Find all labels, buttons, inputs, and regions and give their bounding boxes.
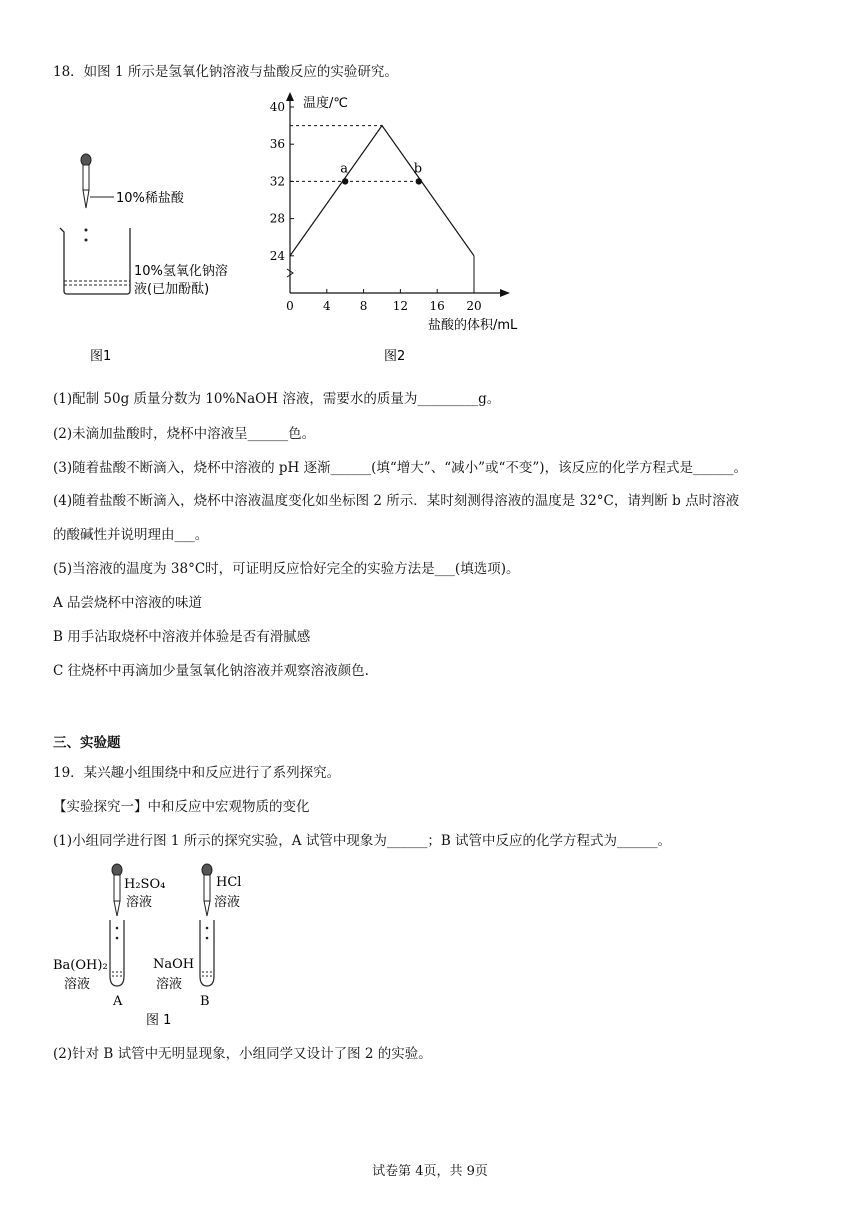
q18-title: 18．如图 1 所示是氢氧化钠溶液与盐酸反应的实验研究。 (53, 64, 398, 80)
tube-a-reagent-1: H₂SO₄ (124, 877, 166, 892)
q18-option-b: B 用手沾取烧杯中溶液并体验是否有滑腻感 (53, 629, 311, 645)
q18-option-a: A 品尝烧杯中溶液的味道 (53, 595, 203, 611)
y-tick-label: 32 (269, 174, 285, 189)
y-tick-label: 36 (269, 137, 285, 152)
x-tick-label: 0 (286, 299, 294, 313)
tube-b-solution-1: NaOH (153, 957, 195, 972)
dropper-icon (81, 154, 91, 208)
section-title: 三、实验题 (53, 735, 121, 751)
tube-b-reagent-1: HCl (216, 875, 242, 890)
y-axis-label: 温度/℃ (303, 96, 348, 111)
q19-sub2: (2)针对 B 试管中无明显现象，小组同学又设计了图 2 的实验。 (53, 1046, 432, 1062)
point-label-a: a (340, 161, 348, 177)
test-tube-b-icon (200, 920, 214, 986)
q18-figure2-chart (260, 88, 550, 368)
dropper-label: 10%稀盐酸 (116, 191, 184, 206)
beaker-icon (60, 228, 130, 294)
x-tick-label: 16 (429, 299, 445, 313)
y-tick-label: 28 (269, 211, 285, 226)
tube-a-reagent-2: 溶液 (126, 895, 153, 910)
figure2-caption: 图2 (384, 349, 406, 364)
x-tick-label: 8 (359, 299, 368, 313)
test-tube-a-icon (110, 920, 124, 986)
dropper-a-icon (112, 864, 122, 916)
tube-b-label: B (200, 994, 210, 1009)
tube-a-label: A (113, 994, 123, 1009)
point-a (342, 178, 348, 184)
q18-figure1 (50, 148, 250, 368)
q19-figure1-caption: 图 1 (146, 1013, 172, 1028)
q19-figure1 (50, 858, 270, 1033)
x-axis-arrow (500, 289, 510, 297)
beaker-label-1: 10%氢氧化钠溶 (134, 264, 228, 279)
q18-sub1: (1)配制 50g 质量分数为 10%NaOH 溶液，需要水的质量为_________g。 (53, 391, 501, 407)
tube-a-solution-2: 溶液 (64, 977, 91, 992)
x-tick-label: 12 (392, 299, 409, 313)
q19-title: 19．某兴趣小组围绕中和反应进行了系列探究。 (53, 765, 341, 781)
q18-sub4a: (4)随着盐酸不断滴入，烧杯中溶液温度变化如坐标图 2 所示．某时刻测得溶液的温度是 32°C，请判断 b 点时溶液 (53, 493, 740, 509)
point-b (416, 178, 422, 184)
dropper-b-icon (202, 864, 212, 916)
tube-b-solution-2: 溶液 (156, 977, 183, 992)
q18-sub5: (5)当溶液的温度为 38°C时，可证明反应恰好完全的实验方法是___(填选项)。 (53, 561, 520, 577)
q19-sub1: (1)小组同学进行图 1 所示的探究实验，A 试管中现象为______；B 试管中反应的化学方程式为______。 (53, 833, 672, 849)
q18-sub2: (2)未滴加盐酸时，烧杯中溶液呈______色。 (53, 426, 316, 442)
q19-inquiry1: 【实验探究一】中和反应中宏观物质的变化 (53, 799, 310, 815)
x-tick-label: 20 (466, 299, 482, 313)
point-label-b: b (413, 161, 423, 177)
x-tick-label: 4 (322, 299, 331, 313)
tube-b-reagent-2: 溶液 (214, 895, 241, 910)
figure1-caption: 图1 (90, 349, 112, 364)
tube-a-solution-1: Ba(OH)₂ (53, 958, 108, 973)
y-tick-label: 24 (269, 248, 285, 263)
temperature-line (290, 126, 474, 256)
page-footer: 试卷第 4页，共 9页 (372, 1164, 488, 1179)
beaker-label-2: 液(已加酚酞) (134, 282, 210, 297)
q18-sub3: (3)随着盐酸不断滴入，烧杯中溶液的 pH 逐渐______(填“增大”、“减小”或“不变”)，该反应的化学方程式是______。 (53, 460, 748, 476)
y-axis-arrow (286, 92, 294, 101)
x-axis-label: 盐酸的体积/mL (428, 318, 518, 333)
y-tick-label: 40 (269, 100, 285, 114)
q18-sub4b: 的酸碱性并说明理由___。 (53, 527, 209, 543)
q18-option-c: C 往烧杯中再滴加少量氢氧化钠溶液并观察溶液颜色. (53, 663, 369, 679)
